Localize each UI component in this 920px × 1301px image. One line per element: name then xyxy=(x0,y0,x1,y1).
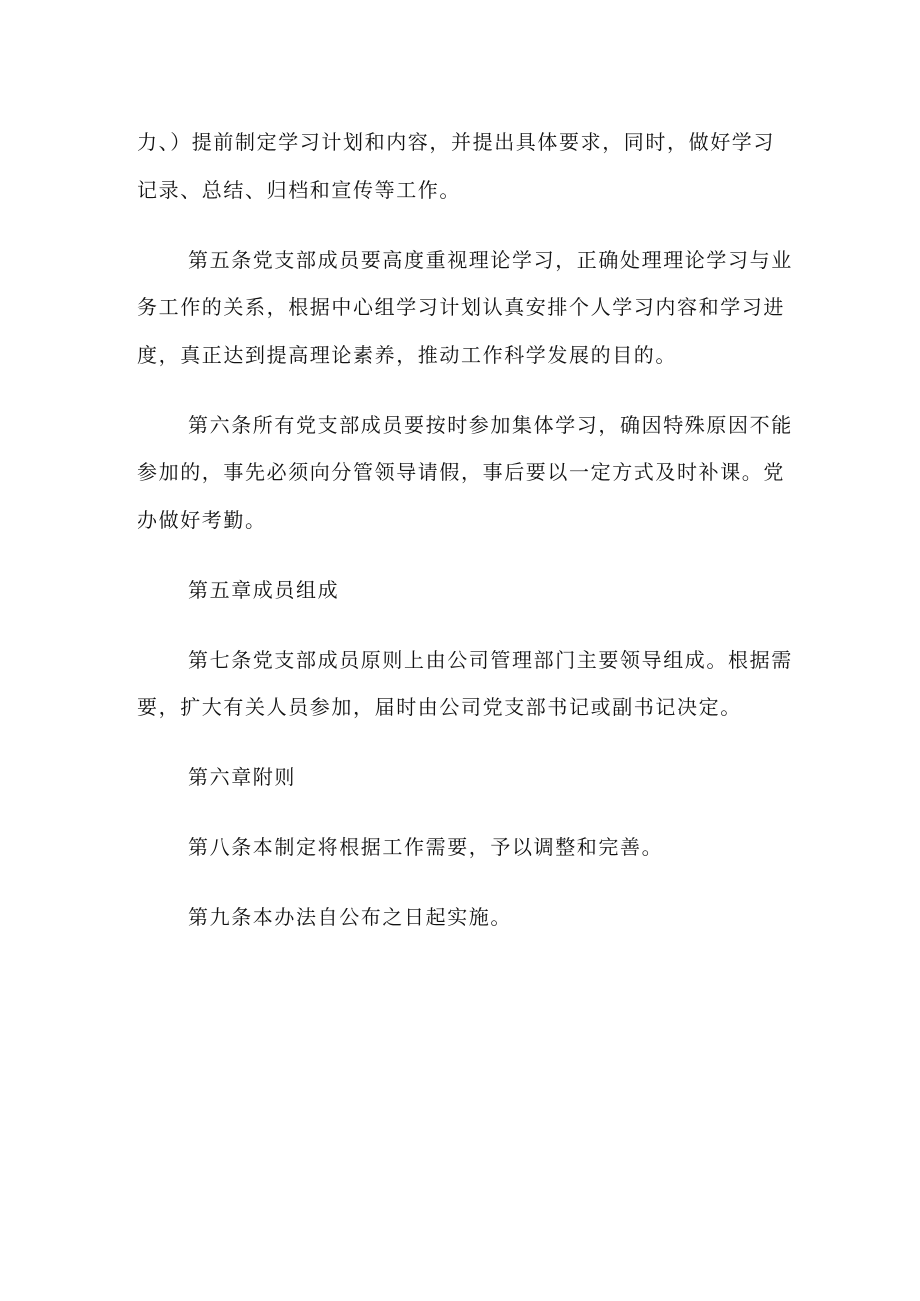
text-line: 参加的，事先必须向分管领导请假，事后要以一定方式及时补课。党 xyxy=(137,460,785,484)
paragraph xyxy=(137,824,797,872)
paragraph xyxy=(137,402,797,545)
paragraph xyxy=(137,237,797,380)
document-body xyxy=(137,119,797,964)
text-line: 第六条所有党支部成员要按时参加集体学习，确因特殊原因不能 xyxy=(188,412,793,437)
text-line: 度，真正达到提高理论素养，推动工作科学发展的目的。 xyxy=(137,342,677,367)
text-line: 办做好考勤。 xyxy=(137,507,267,532)
text-line: 第六章附则 xyxy=(188,765,296,789)
paragraph xyxy=(137,567,797,615)
text-line: 第五条党支部成员要高度重视理论学习，正确处理理论学习与业 xyxy=(188,247,793,272)
text-line: 第八条本制定将根据工作需要，予以调整和完善。 xyxy=(188,835,664,859)
text-line: 务工作的关系，根据中心组学习计划认真安排个人学习内容和学习进 xyxy=(137,295,785,319)
paragraph xyxy=(137,894,797,942)
text-line: 要，扩大有关人员参加，届时由公司党支部书记或副书记决定。 xyxy=(137,695,742,719)
text-line: 第九条本办法自公布之日起实施。 xyxy=(188,905,512,929)
text-line: 力、）提前制定学习计划和内容，并提出具体要求，同时，做好学习 xyxy=(137,130,775,154)
text-line: 第五章成员组成 xyxy=(188,577,340,602)
text-line: 记录、总结、归档和宣传等工作。 xyxy=(137,177,461,202)
paragraph xyxy=(137,119,797,214)
paragraph xyxy=(137,637,797,732)
text-line: 第七条党支部成员原则上由公司管理部门主要领导组成。根据需 xyxy=(188,647,793,672)
paragraph xyxy=(137,754,797,802)
